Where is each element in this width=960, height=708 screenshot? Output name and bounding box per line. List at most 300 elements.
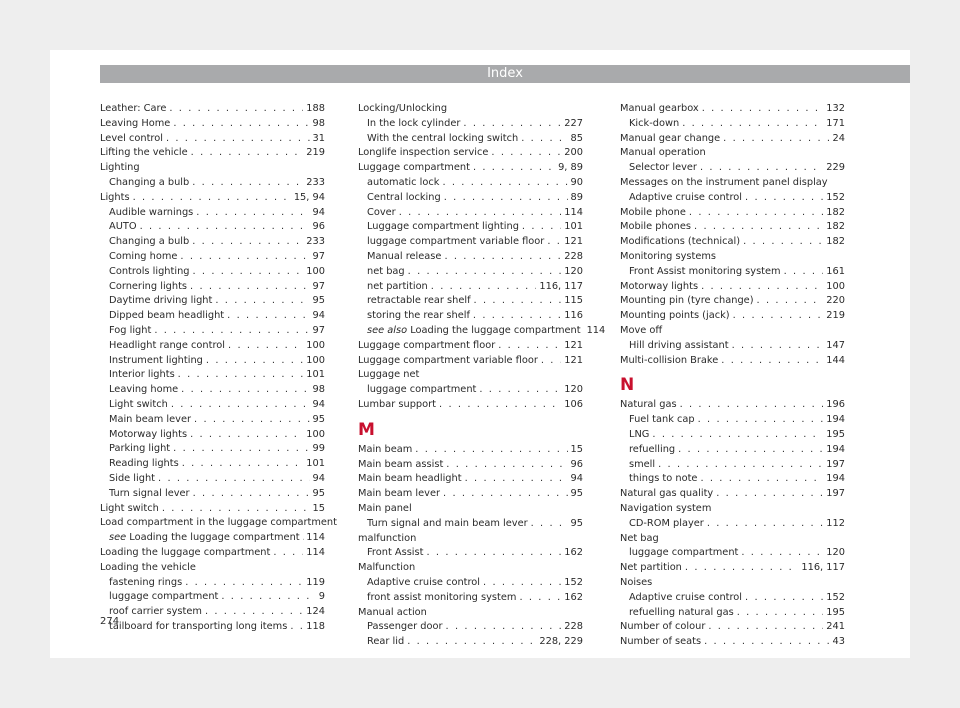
entry-term: Navigation system	[620, 502, 712, 514]
dot-leader	[415, 443, 567, 458]
page-reference: 152	[826, 191, 845, 203]
page-reference: 197	[826, 488, 845, 500]
entry-term: net bag	[367, 265, 405, 277]
page-reference: 97	[312, 250, 325, 262]
index-entry	[100, 117, 325, 132]
dot-leader	[745, 591, 823, 606]
entry-term	[367, 324, 581, 339]
entry-term: Longlife inspection service	[358, 147, 489, 159]
page-reference: 15	[312, 502, 325, 514]
entry-term: Motorway lights	[620, 280, 699, 292]
entry-term: Monitoring systems	[620, 250, 717, 262]
dot-leader	[173, 442, 309, 457]
dot-leader	[465, 472, 568, 487]
entry-term: With the central locking switch	[367, 132, 519, 144]
dot-leader	[682, 117, 823, 132]
dot-leader	[745, 191, 823, 206]
entry-term: Selector lever	[629, 162, 697, 174]
dot-leader	[541, 354, 561, 369]
entry-term: Lighting	[100, 162, 140, 174]
dot-leader	[196, 206, 309, 221]
index-subentry	[620, 161, 845, 176]
dot-leader	[444, 250, 561, 265]
entry-term: Turn signal and main beam lever	[367, 517, 528, 529]
index-heading	[620, 502, 845, 517]
dot-leader	[701, 280, 823, 295]
page-reference: 219	[826, 310, 845, 322]
entry-term: Natural gas	[620, 399, 677, 411]
entry-term: refuelling natural gas	[629, 606, 734, 618]
page-title: Index	[487, 66, 523, 81]
dot-leader	[158, 472, 310, 487]
entry-term: Main panel	[358, 502, 412, 514]
entry-term: Load compartment in the luggage compartment	[100, 517, 337, 529]
entry-term: Changing a bulb	[109, 236, 190, 248]
index-subentry	[620, 265, 845, 280]
dot-leader	[190, 428, 303, 443]
index-heading	[620, 146, 845, 161]
see-target: Loading the luggage compartment	[410, 324, 581, 336]
page-reference: 132	[826, 103, 845, 114]
dot-leader	[474, 294, 562, 309]
page-reference: 85	[570, 132, 583, 144]
index-entry	[620, 620, 845, 635]
entry-term: Controls lighting	[109, 265, 190, 277]
page-reference: 94	[312, 398, 325, 410]
dot-leader	[171, 398, 310, 413]
index-subentry	[358, 517, 583, 532]
section-letter: M	[358, 419, 375, 440]
entry-term: Parking light	[109, 443, 171, 455]
dot-leader	[491, 146, 561, 161]
index-subentry	[620, 606, 845, 621]
dot-leader	[228, 339, 303, 354]
entry-term: Lifting the vehicle	[100, 147, 188, 159]
page-reference: 114	[564, 206, 583, 218]
entry-term: Passenger door	[367, 621, 443, 633]
dot-leader	[408, 265, 562, 280]
entry-term: Luggage compartment variable floor	[358, 354, 538, 366]
index-subentry	[620, 428, 845, 443]
index-subentry	[100, 576, 325, 591]
entry-term: Mobile phone	[620, 206, 686, 218]
dot-leader	[707, 517, 823, 532]
dot-leader	[784, 265, 824, 280]
page-reference: 197	[826, 458, 845, 470]
index-subentry	[358, 191, 583, 206]
entry-term: Main beam assist	[358, 458, 444, 470]
page-reference: 229	[826, 162, 845, 174]
index-subentry	[620, 517, 845, 532]
index-subentry	[358, 235, 583, 250]
page-header	[100, 65, 910, 83]
index-entry	[100, 546, 325, 561]
index-page	[50, 50, 910, 658]
index-subentry	[358, 265, 583, 280]
page-reference: 228	[564, 621, 583, 633]
index-entry	[620, 102, 845, 117]
page-reference: 97	[312, 280, 325, 292]
index-entry	[620, 487, 845, 502]
dot-leader	[173, 117, 309, 132]
dot-leader	[708, 620, 823, 635]
dot-leader	[303, 531, 304, 546]
index-subentry	[100, 250, 325, 265]
page-reference: 121	[564, 339, 583, 351]
index-subentry	[100, 413, 325, 428]
page-reference: 162	[564, 591, 583, 603]
dot-leader	[519, 591, 561, 606]
index-subentry	[100, 428, 325, 443]
page-reference: 115	[564, 295, 583, 307]
page-reference: 195	[826, 606, 845, 618]
entry-term: net partition	[367, 280, 428, 292]
index-entry	[620, 220, 845, 235]
dot-leader	[757, 294, 824, 309]
page-reference: 220	[826, 295, 845, 307]
page-reference: 97	[312, 324, 325, 336]
entry-term	[109, 531, 300, 546]
entry-term: Adaptive cruise control	[629, 191, 743, 203]
index-subentry	[358, 132, 583, 147]
page-reference: 118	[306, 620, 325, 632]
index-entry	[358, 398, 583, 413]
index-heading	[100, 161, 325, 176]
entry-term: Mounting pin (tyre change)	[620, 295, 754, 307]
page-reference: 114	[586, 324, 606, 336]
dot-leader	[498, 339, 561, 354]
index-column-1	[100, 102, 337, 635]
index-subentry	[358, 117, 583, 132]
index-subentry	[100, 383, 325, 398]
dot-leader	[182, 457, 304, 472]
index-subentry	[358, 635, 583, 650]
index-subentry	[100, 309, 325, 324]
entry-term: luggage compartment	[367, 384, 477, 396]
dot-leader	[689, 206, 823, 221]
index-heading	[358, 502, 583, 517]
entry-term: roof carrier system	[109, 606, 202, 618]
index-heading	[620, 324, 845, 339]
page-reference: 194	[826, 443, 845, 455]
entry-term: retractable rear shelf	[367, 295, 471, 307]
page-reference: 95	[312, 487, 325, 499]
page-reference: 9, 89	[558, 162, 583, 174]
page-reference: 101	[306, 458, 325, 470]
entry-term: Messages on the instrument panel display	[620, 176, 828, 188]
entry-term: Cover	[367, 206, 396, 218]
dot-leader	[704, 635, 829, 650]
index-subentry	[100, 235, 325, 250]
page-reference: 116, 117	[801, 562, 845, 574]
index-heading	[620, 176, 845, 191]
dot-leader	[680, 398, 824, 413]
entry-term: Light switch	[109, 398, 168, 410]
entry-term: Number of seats	[620, 636, 702, 648]
entry-term: LNG	[629, 428, 650, 440]
entry-term: In the lock cylinder	[367, 117, 461, 129]
entry-term: Main beam lever	[109, 413, 192, 425]
index-entry	[358, 458, 583, 473]
index-subentry	[100, 176, 325, 191]
entry-term: Locking/Unlocking	[358, 103, 448, 114]
index-entry	[100, 102, 325, 117]
dot-leader	[723, 132, 829, 147]
entry-term: Main beam	[358, 443, 413, 455]
entry-term: luggage compartment	[109, 591, 219, 603]
entry-term: Dipped beam headlight	[109, 310, 225, 322]
index-entry	[358, 472, 583, 487]
page-reference: 100	[306, 428, 325, 440]
entry-term: Daytime driving light	[109, 295, 213, 307]
entry-term: Interior lights	[109, 369, 175, 381]
page-reference: 95	[312, 413, 325, 425]
dot-leader	[192, 176, 303, 191]
index-subentry	[358, 280, 583, 295]
entry-term: Move off	[620, 324, 663, 336]
page-reference: 219	[306, 147, 325, 159]
entry-term: Light switch	[100, 502, 159, 514]
entry-term: Hill driving assistant	[629, 339, 729, 351]
entry-term: Net bag	[620, 532, 659, 544]
entry-term: Level control	[100, 132, 163, 144]
index-entry	[100, 132, 325, 147]
index-entry	[620, 561, 845, 576]
dot-leader	[133, 191, 291, 206]
page-reference: 188	[306, 103, 325, 114]
dot-leader	[698, 413, 824, 428]
page-reference: 15	[570, 443, 583, 455]
index-subentry	[620, 413, 845, 428]
dot-leader	[442, 176, 567, 191]
entry-term: Natural gas quality	[620, 488, 714, 500]
entry-term: Fog light	[109, 324, 152, 336]
page-reference: 194	[826, 414, 845, 426]
index-entry	[358, 354, 583, 369]
dot-leader	[215, 294, 309, 309]
index-heading	[358, 606, 583, 621]
index-subentry	[100, 590, 325, 605]
dot-leader	[290, 620, 303, 635]
page-reference: 98	[312, 117, 325, 129]
index-subentry	[100, 324, 325, 339]
page-reference: 182	[826, 206, 845, 218]
page-reference: 101	[306, 369, 325, 381]
entry-term: tailboard for transporting long items	[109, 620, 288, 632]
entry-term: Modifications (technical)	[620, 236, 741, 248]
entry-term: refuelling	[629, 443, 676, 455]
page-reference: 194	[826, 473, 845, 485]
index-entry	[358, 339, 583, 354]
entry-term: storing the rear shelf	[367, 310, 470, 322]
dot-leader	[140, 220, 310, 235]
index-entry	[100, 146, 325, 161]
page-number: 274	[100, 616, 120, 627]
dot-leader	[169, 102, 303, 117]
index-subentry	[620, 472, 845, 487]
entry-term: Front Assist monitoring system	[629, 265, 781, 277]
entry-term: Leather: Care	[100, 103, 167, 114]
page-reference: 114	[306, 546, 325, 558]
index-entry	[358, 161, 583, 176]
index-heading	[620, 250, 845, 265]
page-reference: 200	[564, 147, 583, 159]
entry-term: Luggage compartment floor	[358, 339, 496, 351]
dot-leader	[522, 220, 561, 235]
entry-term: Motorway lights	[109, 428, 188, 440]
page-reference: 116, 117	[539, 280, 583, 292]
dot-leader	[479, 383, 561, 398]
dot-leader	[463, 117, 561, 132]
dot-leader	[700, 161, 823, 176]
entry-term: Adaptive cruise control	[629, 591, 743, 603]
page-reference: 94	[312, 310, 325, 322]
page-reference: 228, 229	[539, 636, 583, 648]
page-reference: 120	[564, 384, 583, 396]
index-subentry	[358, 220, 583, 235]
page-reference: 96	[312, 221, 325, 233]
page-reference: 147	[826, 339, 845, 351]
entry-term: AUTO	[109, 221, 137, 233]
index-subentry	[358, 576, 583, 591]
index-subentry	[100, 294, 325, 309]
dot-leader	[741, 546, 823, 561]
index-subentry	[358, 294, 583, 309]
see-reference: see	[109, 532, 127, 544]
entry-term: fastening rings	[109, 576, 183, 588]
dot-leader	[439, 398, 561, 413]
page-reference: 90	[570, 176, 583, 188]
index-subentry	[358, 383, 583, 398]
dot-leader	[191, 146, 304, 161]
index-subentry	[100, 487, 325, 502]
entry-term: Instrument lighting	[109, 354, 203, 366]
dot-leader	[426, 546, 561, 561]
entry-term: Changing a bulb	[109, 176, 190, 188]
dot-leader	[181, 383, 309, 398]
dot-leader	[443, 487, 568, 502]
index-subentry	[620, 117, 845, 132]
dot-leader	[685, 561, 798, 576]
page-reference: 94	[570, 473, 583, 485]
entry-term: malfunction	[358, 532, 417, 544]
page-reference: 124	[306, 606, 325, 618]
index-entry	[100, 191, 325, 206]
entry-term: Front Assist	[367, 547, 424, 559]
index-subentry	[100, 531, 325, 546]
page-reference: 95	[312, 295, 325, 307]
entry-term: Lights	[100, 191, 130, 203]
index-heading	[620, 576, 845, 591]
index-entry	[100, 502, 325, 517]
index-column-3	[620, 102, 845, 650]
index-column-2	[358, 102, 606, 650]
index-heading	[620, 532, 845, 547]
entry-term: Manual release	[367, 250, 442, 262]
see-target: Loading the luggage compartment	[129, 532, 300, 544]
entry-term: Leaving home	[109, 384, 179, 396]
dot-leader	[185, 576, 303, 591]
index-heading	[358, 102, 583, 117]
entry-term: Main beam lever	[358, 488, 441, 500]
page-reference: 120	[826, 547, 845, 559]
page-reference: 162	[564, 547, 583, 559]
index-subentry	[100, 605, 325, 620]
dot-leader	[180, 250, 309, 265]
index-entry	[358, 443, 583, 458]
dot-leader	[192, 235, 303, 250]
page-reference: 106	[564, 398, 583, 410]
dot-leader	[521, 132, 567, 147]
index-subentry	[620, 443, 845, 458]
entry-term: Reading lights	[109, 458, 179, 470]
page-reference: 15, 94	[293, 191, 325, 203]
index-subentry	[358, 620, 583, 635]
dot-leader	[737, 606, 824, 621]
index-entry	[620, 635, 845, 650]
index-subentry	[358, 546, 583, 561]
index-subentry	[620, 591, 845, 606]
dot-leader	[702, 102, 824, 117]
entry-term: Manual gear change	[620, 132, 721, 144]
entry-term: Manual operation	[620, 147, 706, 159]
index-subentry	[620, 191, 845, 206]
page-reference: 94	[312, 472, 325, 484]
index-entry	[358, 487, 583, 502]
page-reference: 119	[306, 576, 325, 588]
entry-term: Loading the luggage compartment	[100, 546, 271, 558]
entry-term: Mobile phones	[620, 221, 692, 233]
index-subentry	[100, 265, 325, 280]
entry-term: front assist monitoring system	[367, 591, 517, 603]
entry-term: Cornering lights	[109, 280, 188, 292]
entry-term: Loading the vehicle	[100, 561, 196, 573]
page-reference: 101	[564, 221, 583, 233]
index-subentry	[100, 620, 325, 635]
index-subentry	[358, 591, 583, 606]
dot-leader	[154, 324, 309, 339]
dot-leader	[273, 546, 303, 561]
dot-leader	[193, 487, 310, 502]
index-subentry	[620, 546, 845, 561]
page-reference: 31	[312, 132, 325, 144]
index-entry	[620, 206, 845, 221]
dot-leader	[399, 206, 562, 221]
entry-term: Net partition	[620, 562, 682, 574]
page-reference: 24	[832, 132, 845, 144]
page-reference: 96	[570, 458, 583, 470]
index-subentry	[100, 368, 325, 383]
index-entry	[620, 398, 845, 413]
index-heading	[100, 516, 337, 531]
page-reference: 241	[826, 621, 845, 633]
entry-term: Number of colour	[620, 621, 706, 633]
entry-term: Noises	[620, 576, 653, 588]
index-subentry	[100, 206, 325, 221]
page-reference: 95	[570, 488, 583, 500]
dot-leader	[547, 235, 561, 250]
page-reference: 100	[306, 265, 325, 277]
index-entry	[620, 309, 845, 324]
page-reference: 161	[826, 265, 845, 277]
entry-term: smell	[629, 458, 656, 470]
index-heading	[358, 532, 583, 547]
page-reference: 100	[826, 280, 845, 292]
entry-term: automatic lock	[367, 176, 440, 188]
page-reference: 152	[826, 591, 845, 603]
entry-term: Central locking	[367, 191, 441, 203]
entry-term: things to note	[629, 473, 698, 485]
